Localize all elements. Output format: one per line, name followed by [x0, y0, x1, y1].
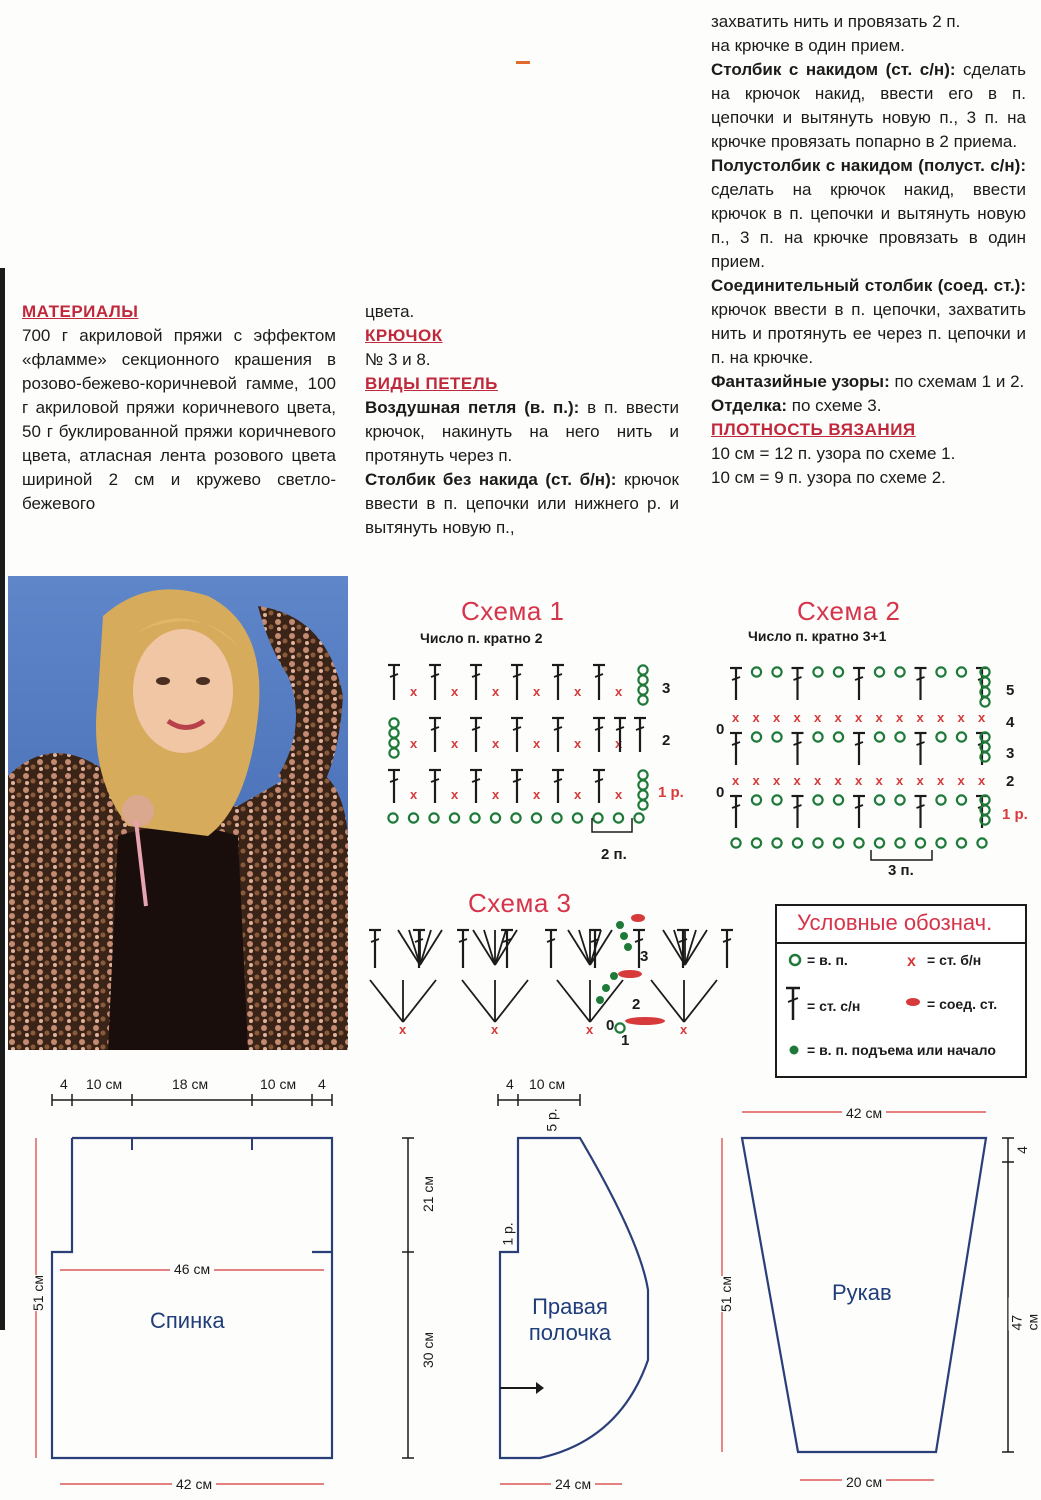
single-crochet: x	[773, 773, 781, 788]
chain-stitch	[813, 795, 822, 804]
legend-title: Условные обознач.	[797, 910, 993, 935]
fan-stitch	[568, 930, 590, 965]
pattern-text: по схемам 1 и 2.	[894, 372, 1025, 391]
sleeve-height-left: 51 см	[718, 1275, 735, 1313]
fan-stitch	[579, 930, 590, 965]
chain-stitch	[875, 838, 884, 847]
chain-stitch	[593, 813, 602, 822]
chain-stitch	[638, 665, 647, 674]
gauge-line: 10 см = 9 п. узора по схеме 2.	[711, 468, 946, 487]
scheme2-row-label: 4	[1006, 714, 1015, 731]
legend-turn: = в. п. подъема или начало	[807, 1042, 996, 1058]
turning-chain	[602, 984, 610, 992]
scheme1-subtitle: Число п. кратно 2	[420, 630, 543, 646]
chain-stitch	[875, 667, 884, 676]
chain-stitch	[388, 813, 397, 822]
scheme3-row-label: 2	[632, 996, 641, 1013]
chain-stitch	[638, 800, 647, 809]
fan-stitch	[495, 980, 528, 1022]
fan-stitch	[420, 930, 431, 965]
back-outline	[52, 1138, 332, 1458]
chain-stitch	[638, 695, 647, 704]
single-crochet: x	[574, 787, 582, 802]
single-crochet: x	[491, 1022, 499, 1037]
chain-stitch	[752, 795, 761, 804]
turning-chain	[620, 932, 628, 940]
chain-stitch	[936, 667, 945, 676]
chain-stitch	[957, 795, 966, 804]
single-crochet: x	[937, 773, 945, 788]
chain-stitch	[813, 667, 822, 676]
text-line: захватить нить и провязать 2 п.	[711, 12, 961, 31]
single-crochet: x	[978, 773, 986, 788]
chain-stitch	[552, 813, 561, 822]
scheme2-repeat-label: 3 п.	[888, 862, 914, 879]
fan-stitch	[663, 930, 685, 965]
dc-text: сделать на крючок накид, ввести его в п. цепочки и вытянуть новую п., 3 п. на крючке провязать попарно в 2 приема.	[711, 60, 1026, 151]
gauge-heading: ПЛОТНОСТЬ ВЯЗАНИЯ	[711, 420, 916, 439]
chain-stitch	[573, 813, 582, 822]
chain-stitch	[511, 813, 520, 822]
single-crochet: x	[732, 773, 740, 788]
scheme2-row-label: 1 р.	[1002, 806, 1028, 823]
chain-stitch	[615, 1023, 624, 1032]
single-crochet: x	[855, 773, 863, 788]
single-crochet: x	[492, 787, 500, 802]
chain-stitch	[389, 728, 398, 737]
chain-stitch	[470, 813, 479, 822]
single-crochet: x	[451, 736, 459, 751]
chain-stitch	[429, 813, 438, 822]
scheme1-row-label: 3	[662, 680, 671, 697]
chain-stitch	[834, 732, 843, 741]
back-outline-helper	[52, 1138, 332, 1458]
legend-ch: = в. п.	[807, 952, 848, 968]
single-crochet: x	[410, 684, 418, 699]
single-crochet: x	[896, 773, 904, 788]
fan-stitch	[370, 980, 403, 1022]
scheme1-row-label: 2	[662, 732, 671, 749]
single-crochet: x	[451, 684, 459, 699]
materials-continuation: цвета.	[365, 302, 415, 321]
chain-stitch	[854, 838, 863, 847]
chain-stitch	[813, 732, 822, 741]
chain-stitch	[875, 795, 884, 804]
single-crochet: x	[937, 710, 945, 725]
scheme1-repeat-label: 2 п.	[601, 846, 627, 863]
chain-stitch	[936, 795, 945, 804]
single-crochet: x	[834, 773, 842, 788]
back-width-mid: 46 см	[170, 1261, 214, 1277]
back-top-dim: 10 см	[86, 1076, 123, 1092]
single-crochet: x	[533, 787, 541, 802]
front-width-bottom: 24 см	[551, 1476, 595, 1492]
single-crochet: x	[492, 736, 500, 751]
legend-sc: = ст. б/н	[927, 952, 982, 968]
chain-stitch	[834, 795, 843, 804]
chain-stitch	[409, 813, 418, 822]
fan-stitch	[495, 930, 506, 965]
scheme2-title: Схема 2	[797, 596, 901, 626]
chain-stitch	[752, 732, 761, 741]
front-rows-top: 5 р.	[543, 1108, 560, 1132]
single-crochet: x	[978, 710, 986, 725]
fan-stitch	[484, 930, 495, 965]
single-crochet: x	[615, 787, 623, 802]
materials-heading: МАТЕРИАЛЫ	[22, 302, 139, 321]
sc-text: крючок ввести в п. цепочки или нижнего р. и вытянуть новую п.,	[365, 470, 679, 537]
slip-stitch	[631, 914, 645, 922]
chain-stitch	[936, 732, 945, 741]
single-crochet: x	[752, 773, 760, 788]
front-top-dim: 10 см	[529, 1076, 566, 1092]
fan-stitch	[590, 930, 612, 965]
chain-stitch	[957, 732, 966, 741]
scheme1-title: Схема 1	[461, 596, 565, 626]
single-crochet: x	[875, 773, 883, 788]
dc-term: Столбик с накидом (ст. с/н):	[711, 60, 956, 79]
single-crochet: x	[834, 710, 842, 725]
scheme2-zero-label: 0	[716, 721, 725, 738]
back-top-dim: 4	[318, 1076, 326, 1092]
single-crochet: x	[957, 710, 965, 725]
finish-text: по схеме 3.	[791, 396, 882, 415]
chain-stitch	[772, 795, 781, 804]
back-top-dim: 4	[60, 1076, 68, 1092]
slip-stitch	[625, 1017, 665, 1025]
single-crochet: x	[533, 684, 541, 699]
chain-stitch	[450, 813, 459, 822]
turning-chain	[616, 921, 624, 929]
chain-stitch	[980, 697, 989, 706]
chain-stitch	[875, 732, 884, 741]
chain-stitch	[957, 667, 966, 676]
scheme1-row-label: 1 р.	[658, 784, 684, 801]
back-piece-label: Спинка	[150, 1308, 225, 1333]
back-top-dim: 18 см	[172, 1076, 209, 1092]
chain-stitch	[772, 732, 781, 741]
chain-stitch	[731, 838, 740, 847]
fan-stitch	[557, 980, 590, 1022]
legend-sl: = соед. ст.	[927, 996, 998, 1012]
single-crochet: x	[957, 773, 965, 788]
chain-stitch	[813, 838, 822, 847]
fan-stitch	[420, 930, 442, 965]
single-crochet: x	[615, 684, 623, 699]
single-crochet: x	[492, 684, 500, 699]
turning-chain	[596, 996, 604, 1004]
hdc-term: Полустолбик с накидом (полуст. с/н):	[711, 156, 1026, 175]
scheme2-zero-label: 0	[716, 784, 725, 801]
ch-text: в п. ввести крючок, накинуть на него нить и протянуть через п.	[365, 398, 679, 465]
repeat-bracket	[871, 850, 932, 860]
scheme2-row-label: 3	[1006, 745, 1015, 762]
scheme2-row-label: 5	[1006, 682, 1015, 699]
single-crochet: x	[793, 773, 801, 788]
sl-text: крючок ввести в п. цепочки, захватить нить и протянуть ее через п. цепочки и п. на крючке.	[711, 300, 1026, 367]
single-crochet: x	[574, 684, 582, 699]
scheme3-title: Схема 3	[468, 888, 572, 918]
fan-stitch	[403, 980, 436, 1022]
single-crochet: x	[410, 787, 418, 802]
chain-stitch	[895, 795, 904, 804]
chain-stitch	[916, 838, 925, 847]
chain-stitch	[772, 838, 781, 847]
chain-stitch	[793, 838, 802, 847]
single-crochet: x	[814, 773, 822, 788]
hook-text: № 3 и 8.	[365, 350, 431, 369]
front-rows-side: 1 р.	[499, 1222, 516, 1246]
single-crochet: x	[814, 710, 822, 725]
single-crochet: x	[615, 736, 623, 751]
finish-term: Отделка:	[711, 396, 787, 415]
back-height: 51 см	[30, 1274, 47, 1312]
single-crochet: x	[752, 710, 760, 725]
turning-chain	[624, 943, 632, 951]
hook-heading: КРЮЧОК	[365, 326, 443, 345]
fan-stitch	[462, 980, 495, 1022]
single-crochet: x	[533, 736, 541, 751]
front-arrowhead	[536, 1382, 544, 1394]
chain-stitch	[752, 838, 761, 847]
text-line: на крючке в один прием.	[711, 36, 905, 55]
chain-stitch	[638, 675, 647, 684]
materials-text: 700 г акриловой пряжи с эффектом «фламме» секционного крашения в розово-бежево-коричневой гамме, 100 г акриловой пряжи коричневого цвета, 50 г буклированной пряжи коричневого цвета, атласная лента розового цвета шириной 2 см и кружево светло-бежевого	[22, 326, 336, 513]
front-height-lower: 30 см	[420, 1331, 437, 1369]
back-top-dim: 10 см	[260, 1076, 297, 1092]
ch-term: Воздушная петля (в. п.):	[365, 398, 580, 417]
back-width-bottom: 42 см	[172, 1476, 216, 1492]
chain-stitch	[834, 667, 843, 676]
chain-stitch	[752, 667, 761, 676]
chain-stitch	[834, 838, 843, 847]
chain-stitch	[389, 748, 398, 757]
scheme3-row-label: 1	[621, 1032, 630, 1049]
chain-stitch	[936, 838, 945, 847]
single-crochet: x	[680, 1022, 688, 1037]
turning-chain	[610, 972, 618, 980]
front-piece-label-line1: Правая	[532, 1294, 608, 1319]
chain-stitch	[638, 770, 647, 779]
single-crochet: x	[586, 1022, 594, 1037]
sleeve-width-bottom: 20 см	[842, 1474, 886, 1490]
chain-stitch	[772, 667, 781, 676]
single-crochet: x	[896, 710, 904, 725]
fan-stitch	[685, 930, 707, 965]
sc-icon: x	[907, 953, 916, 970]
single-crochet: x	[574, 736, 582, 751]
chain-stitch	[638, 790, 647, 799]
chain-stitch	[895, 732, 904, 741]
fan-stitch	[651, 980, 684, 1022]
front-piece-label-line2: полочка	[528, 1320, 612, 1345]
chain-stitch	[638, 780, 647, 789]
sleeve-width-top: 42 см	[842, 1105, 886, 1121]
chain-stitch	[389, 718, 398, 727]
single-crochet: x	[855, 710, 863, 725]
scheme3-zero-label: 0	[606, 1017, 615, 1034]
chain-stitch	[895, 838, 904, 847]
chain-stitch	[638, 685, 647, 694]
fan-stitch	[685, 930, 696, 965]
scheme2-subtitle: Число п. кратно 3+1	[748, 628, 887, 644]
chain-stitch	[895, 667, 904, 676]
fan-stitch	[398, 930, 420, 965]
hdc-text: сделать на крючок накид, ввести крючок в п. цепочки и вытянуть новую п., 3 п. на крючке провязать в один прием.	[711, 180, 1026, 271]
single-crochet: x	[875, 710, 883, 725]
legend-dc: = ст. с/н	[807, 998, 861, 1014]
fan-stitch	[473, 930, 495, 965]
scheme3-row-label: 3	[640, 948, 649, 965]
chain-stitch	[977, 838, 986, 847]
sc-term: Столбик без накида (ст. б/н):	[365, 470, 617, 489]
single-crochet: x	[916, 773, 924, 788]
sleeve-top-small: 4	[1013, 1146, 1030, 1154]
single-crochet: x	[793, 710, 801, 725]
chain-stitch	[389, 738, 398, 747]
single-crochet: x	[773, 710, 781, 725]
fan-stitch	[684, 980, 717, 1022]
pattern-term: Фантазийные узоры:	[711, 372, 890, 391]
loops-heading: ВИДЫ ПЕТЕЛЬ	[365, 374, 498, 393]
repeat-bracket	[592, 818, 632, 832]
single-crochet: x	[410, 736, 418, 751]
gauge-line: 10 см = 12 п. узора по схеме 1.	[711, 444, 956, 463]
chain-stitch	[491, 813, 500, 822]
chain-stitch	[532, 813, 541, 822]
sleeve-height-right: 47 см	[1009, 1298, 1041, 1331]
chain-stitch	[634, 813, 643, 822]
single-crochet: x	[732, 710, 740, 725]
scheme2-row-label: 2	[1006, 773, 1015, 790]
single-crochet: x	[451, 787, 459, 802]
sl-term: Соединительный столбик (соед. ст.):	[711, 276, 1026, 295]
chain-stitch	[614, 813, 623, 822]
single-crochet: x	[399, 1022, 407, 1037]
chain-stitch	[957, 838, 966, 847]
slip-stitch	[618, 970, 642, 978]
single-crochet: x	[916, 710, 924, 725]
sleeve-piece-label: Рукав	[832, 1280, 892, 1305]
front-top-dim: 4	[506, 1076, 514, 1092]
front-height-upper: 21 см	[420, 1175, 437, 1213]
